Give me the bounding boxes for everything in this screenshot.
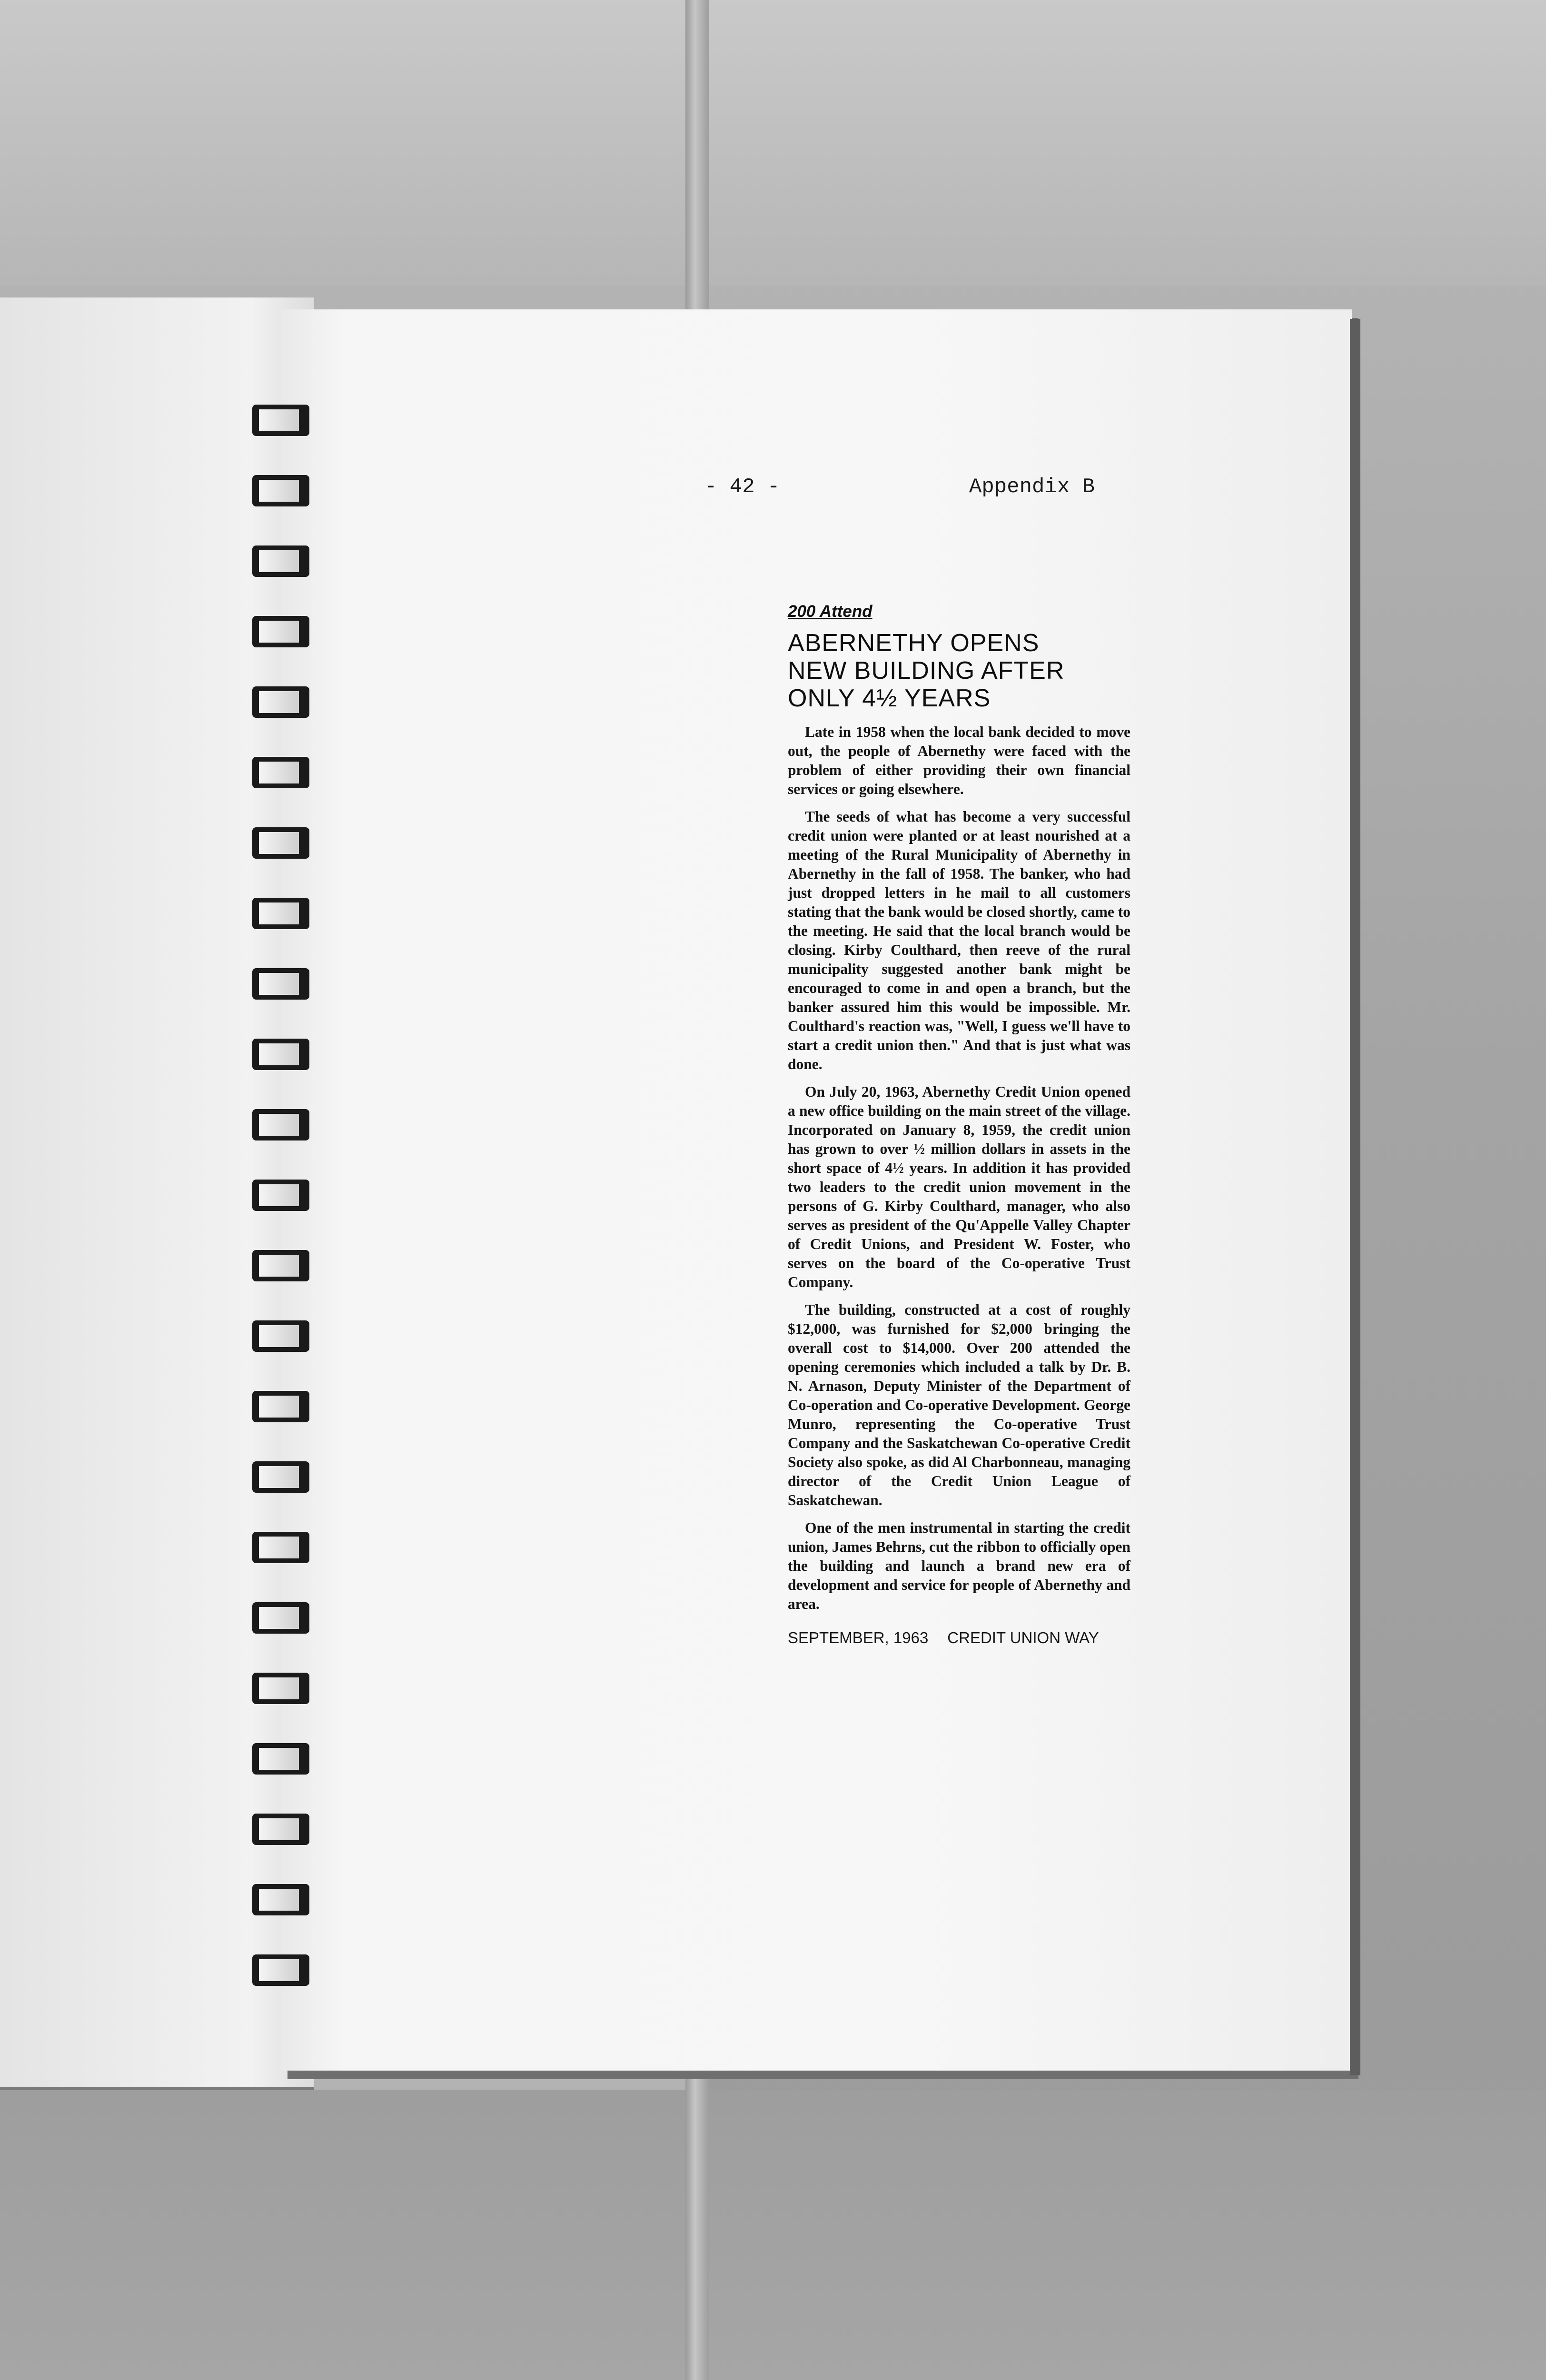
spiral-coil (252, 475, 309, 506)
spiral-coil (252, 1743, 309, 1775)
spiral-coil (252, 686, 309, 718)
spiral-coil (252, 1180, 309, 1211)
background-lower-panel (0, 2090, 1546, 2380)
article-headline (788, 629, 1130, 712)
source-publication: CREDIT UNION WAY (947, 1629, 1099, 1646)
article-paragraph: The seeds of what has become a very successful credit union were planted or at least nourished at a meeting of the Rural Municipality of Abernethy in Abernethy in the fall of 1958. The banker, who had just dropped letters in he mail to all customers stating that the bank would be closed shortly, came to the meeting. He said that the local branch would be closing. Kirby Coulthard, then reeve of the rural municipality suggested another bank might be encouraged to come in and open a branch, but the banker assured him this would be impossible. Mr. Coulthard's reaction was, "Well, I guess we'll have to start a credit union then." And that is just what was done. (788, 808, 1130, 1072)
spiral-coil (252, 1109, 309, 1140)
spiral-coil (252, 1954, 309, 1986)
article-paragraph: The building, constructed at a cost of roughly $12,000, was furnished for $2,000 bringing the overall cost to $14,000. Over 200 attended the opening ceremonies which included a talk by Dr. B. N. Arnason, Deputy Minister of the Department of Co-operation and Co-operative Development. George Munro, representing the Co-operative Trust Company and the Saskatchewan Co-operative Credit Society also spoke, as did Al Charbonneau, managing director of the Credit Union League of Saskatchewan. (788, 1301, 1130, 1508)
spiral-coil (252, 545, 309, 577)
spiral-coil (252, 1461, 309, 1493)
spiral-coil (252, 1320, 309, 1352)
spiral-coil (252, 1602, 309, 1634)
page-shadow-edge (1350, 319, 1360, 2075)
spiral-coil (252, 1673, 309, 1704)
spiral-coil (252, 968, 309, 1000)
article-paragraph: One of the men instrumental in starting the credit union, James Behrns, cut the ribbon to officially open the building and launch a brand new era of development and service for people of Abernethy and area. (788, 1519, 1130, 1612)
spiral-coil (252, 1039, 309, 1070)
spiral-binding (248, 405, 324, 1956)
headline-line: ABERNETHY OPENS (788, 629, 1040, 657)
background-top-band (0, 0, 1546, 286)
spiral-coil (252, 1391, 309, 1422)
article-kicker: 200 Attend (788, 602, 872, 621)
newspaper-clipping (788, 601, 1130, 1647)
spiral-coil (252, 827, 309, 859)
headline-line: NEW BUILDING AFTER (788, 657, 1065, 684)
spiral-coil (252, 616, 309, 647)
article-paragraph: Late in 1958 when the local bank decided to move out, the people of Abernethy were faced with the problem of either providing their own financial services or going elsewhere. (788, 724, 1130, 797)
appendix-label: Appendix B (969, 475, 1095, 499)
article-paragraph: On July 20, 1963, Abernethy Credit Union opened a new office building on the main street of the village. Incorporated on January 8, 1959, the credit union has grown to over ½ million dollars in assets in the short space of 4½ years. In addition it has provided two leaders to the credit union movement in the persons of G. Kirby Coulthard, manager, who also serves as president of the Qu'Appelle Valley Chapter of Credit Unions, and President W. Foster, who serves on the board of the Co-operative Trust Company. (788, 1083, 1130, 1290)
spiral-coil (252, 898, 309, 929)
page-number: - 42 - (704, 475, 780, 499)
source-date: SEPTEMBER, 1963 (788, 1629, 929, 1646)
article-source (788, 1629, 1130, 1647)
spiral-coil (252, 757, 309, 788)
spiral-coil (252, 405, 309, 436)
spiral-coil (252, 1250, 309, 1281)
headline-line: ONLY 4½ YEARS (788, 684, 991, 712)
spiral-coil (252, 1532, 309, 1563)
spiral-coil (252, 1884, 309, 1915)
spiral-coil (252, 1814, 309, 1845)
